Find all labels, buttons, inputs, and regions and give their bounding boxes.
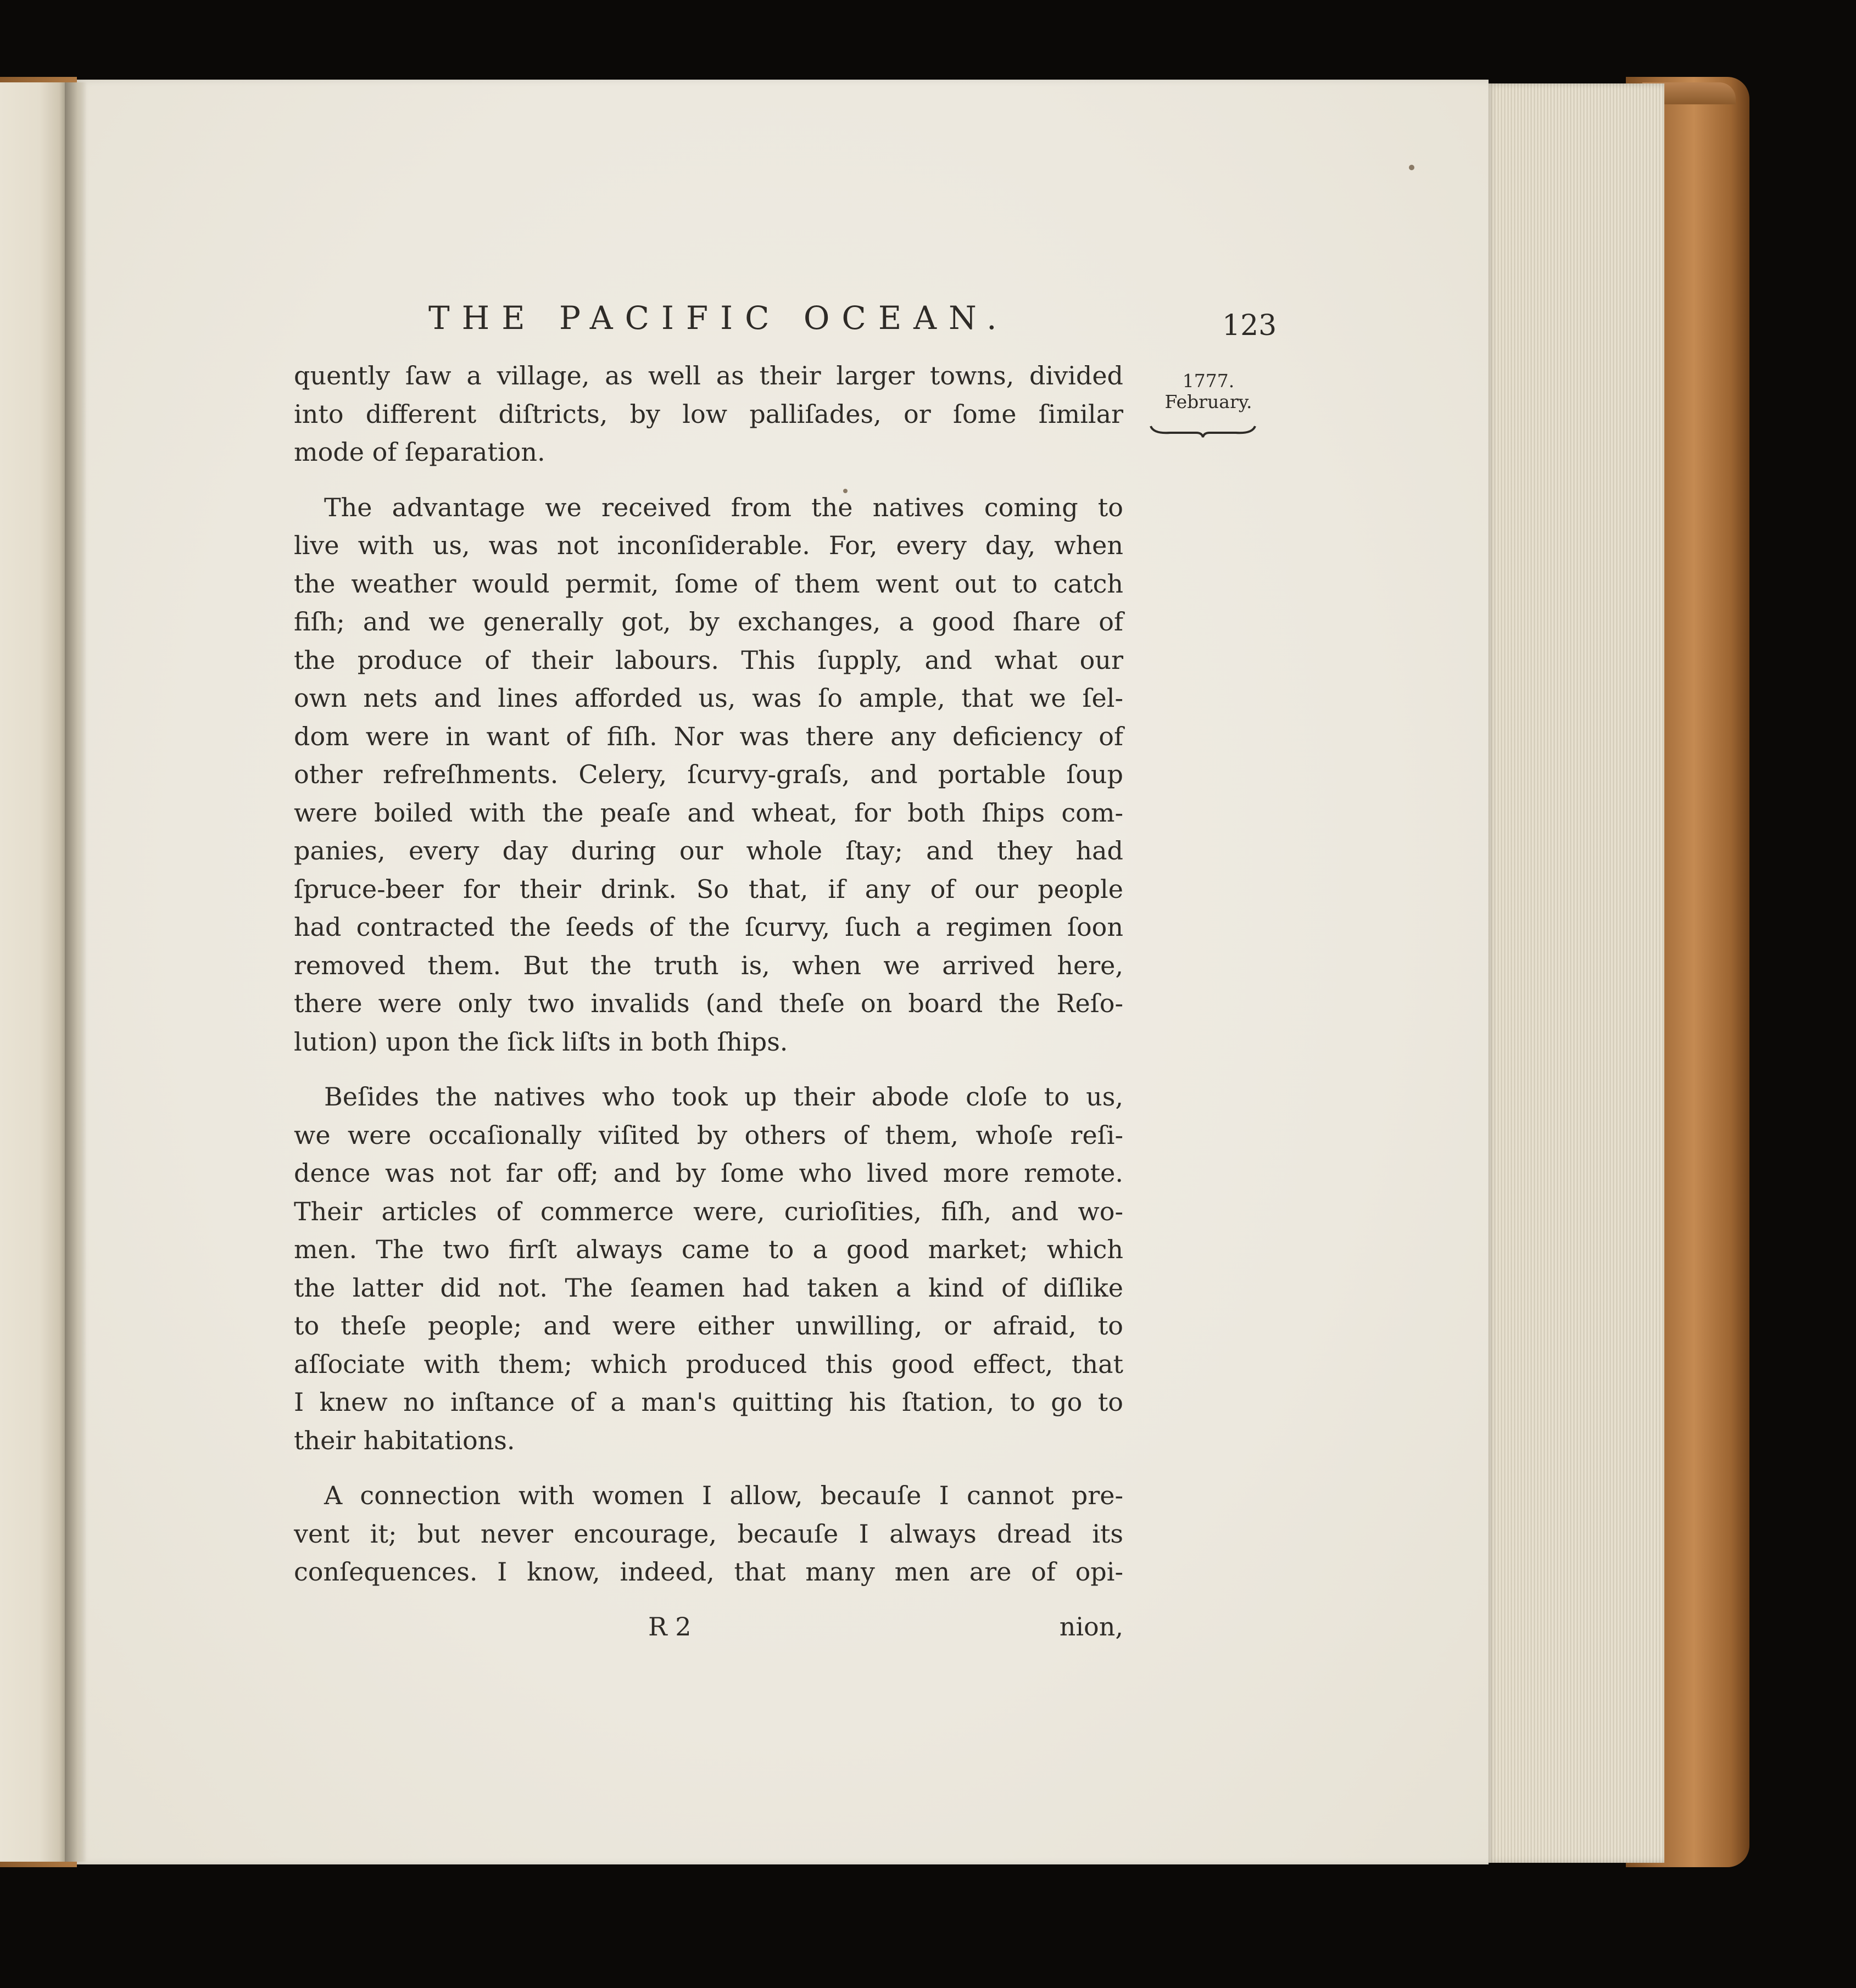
brace-icon — [1148, 422, 1258, 438]
text-line: Their articles of commerce were, curioſities, fiſh, and wo- — [294, 1196, 1123, 1226]
text-line: mode of ſeparation. — [294, 437, 545, 467]
margin-note-year: 1777. — [1182, 370, 1235, 392]
text-line: own nets and lines afforded us, was ſo ample, that we ſel- — [294, 683, 1123, 713]
text-line: the produce of their labours. This ſupply, and what our — [294, 645, 1123, 675]
text-line: The advantage we received from the natives coming to — [324, 492, 1123, 522]
body-text — [294, 357, 1123, 1609]
margin-note-month: February. — [1164, 391, 1252, 412]
text-line: we were occaſionally viſited by others of them, whoſe reſi- — [294, 1120, 1123, 1150]
text-line: there were only two invalids (and theſe on board the Reſo- — [294, 989, 1123, 1018]
text-line: I knew no inſtance of a man's quitting his ſtation, to go to — [294, 1387, 1123, 1417]
catchword: nion, — [1059, 1612, 1123, 1641]
paragraph — [294, 357, 1123, 472]
text-line: quently ſaw a village, as well as their larger towns, divided — [294, 361, 1123, 390]
gutter-shadow — [65, 82, 87, 1862]
left-page-sliver — [0, 82, 66, 1862]
text-line: into different diſtricts, by low palliſades, or ſome ſimilar — [294, 399, 1123, 429]
text-line: dence was not far off; and by ſome who lived more remote. — [294, 1158, 1123, 1188]
page-edges — [1486, 83, 1664, 1863]
paragraph — [294, 1477, 1123, 1591]
text-line: fiſh; and we generally got, by exchanges, a good ſhare of — [294, 607, 1123, 636]
margin-note — [1153, 371, 1263, 412]
text-line: vent it; but never encourage, becauſe I always dread its — [294, 1518, 1123, 1549]
text-line: conſequences. I know, indeed, that many men are of opi- — [294, 1557, 1123, 1587]
text-line: Beſides the natives who took up their abode cloſe to us, — [324, 1082, 1123, 1112]
text-line: men. The two firſt always came to a good market; which — [294, 1235, 1123, 1264]
page-number: 123 — [1222, 309, 1277, 342]
signature-mark: R 2 — [648, 1612, 692, 1641]
text-line: the latter did not. The ſeamen had taken a kind of diſlike — [294, 1272, 1123, 1303]
text-line: panies, every day during our whole ſtay; and they had — [294, 836, 1123, 865]
text-line: were boiled with the peaſe and wheat, for both ſhips com- — [294, 797, 1123, 828]
text-line: to theſe people; and were either unwilling, or afraid, to — [294, 1311, 1123, 1341]
running-head: THE PACIFIC OCEAN. — [428, 299, 1009, 337]
page-footer — [294, 1612, 1123, 1650]
paper-speck — [1409, 165, 1414, 170]
text-line: their habitations. — [294, 1425, 515, 1455]
text-line: the weather would permit, ſome of them went out to catch — [294, 568, 1123, 599]
text-line: other refreſhments. Celery, ſcurvy-graſs, and portable ſoup — [294, 760, 1123, 789]
text-line: A connection with women I allow, becauſe I cannot pre- — [324, 1481, 1123, 1510]
text-line: ſpruce-beer for their drink. So that, if any of our people — [294, 874, 1123, 904]
text-line: live with us, was not inconſiderable. For, every day, when — [294, 530, 1123, 560]
paragraph — [294, 489, 1123, 1062]
text-line: dom were in want of fiſh. Nor was there any deficiency of — [294, 721, 1123, 751]
text-line: aſſociate with them; which produced this good effect, that — [294, 1349, 1123, 1379]
text-line: removed them. But the truth is, when we arrived here, — [294, 950, 1123, 980]
text-line: lution) upon the ſick liſts in both ſhips. — [294, 1026, 788, 1057]
text-line: had contracted the ſeeds of the ſcurvy, ſuch a regimen ſoon — [294, 912, 1123, 942]
paragraph — [294, 1078, 1123, 1460]
